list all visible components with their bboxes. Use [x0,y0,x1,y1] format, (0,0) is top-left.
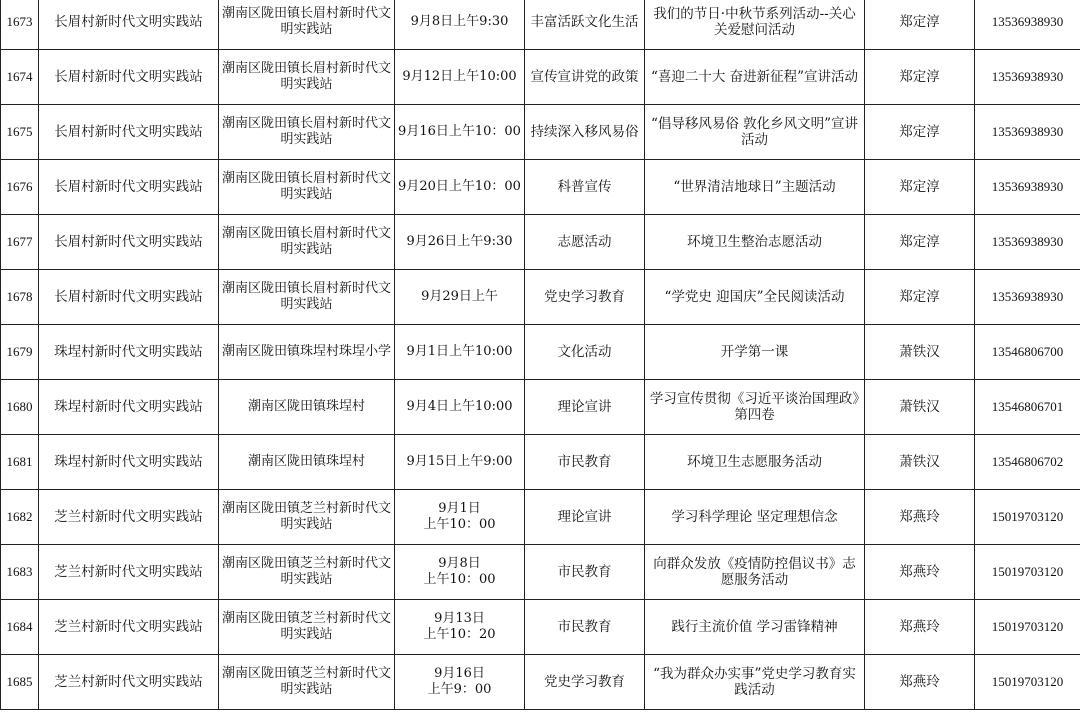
address-cell: 潮南区陇田镇芝兰村新时代文明实践站 [219,490,395,545]
category-cell: 持续深入移风易俗 [525,105,645,160]
address-cell: 潮南区陇田镇长眉村新时代文明实践站 [219,270,395,325]
row-number-cell: 1677 [1,215,39,270]
address-cell: 潮南区陇田镇芝兰村新时代文明实践站 [219,655,395,710]
station-cell: 芝兰村新时代文明实践站 [39,655,219,710]
time-cell: 9月15日上午9:00 [395,435,525,490]
contact-cell: 郑燕玲 [865,655,975,710]
time-cell: 9月26日上午9:30 [395,215,525,270]
category-cell: 市民教育 [525,600,645,655]
phone-cell: 13546806701 [975,380,1080,435]
phone-cell: 15019703120 [975,545,1080,600]
category-cell: 科普宣传 [525,160,645,215]
time-cell: 9月12日上午10:00 [395,50,525,105]
phone-cell: 15019703120 [975,600,1080,655]
activity-cell: 学习科学理论 坚定理想信念 [645,490,865,545]
station-cell: 长眉村新时代文明实践站 [39,270,219,325]
station-cell: 长眉村新时代文明实践站 [39,215,219,270]
time-cell: 9月8日上午9:30 [395,0,525,50]
phone-cell: 13536938930 [975,270,1080,325]
contact-cell: 萧铁汉 [865,380,975,435]
activity-cell: 践行主流价值 学习雷锋精神 [645,600,865,655]
activity-cell: “喜迎二十大 奋进新征程”宣讲活动 [645,50,865,105]
row-number-cell: 1681 [1,435,39,490]
address-cell: 潮南区陇田镇长眉村新时代文明实践站 [219,160,395,215]
activity-cell: 开学第一课 [645,325,865,380]
contact-cell: 郑燕玲 [865,490,975,545]
station-cell: 芝兰村新时代文明实践站 [39,600,219,655]
activity-cell: “我为群众办实事”党史学习教育实践活动 [645,655,865,710]
table-row [1,160,1080,215]
category-cell: 理论宣讲 [525,490,645,545]
address-cell: 潮南区陇田镇长眉村新时代文明实践站 [219,0,395,50]
station-cell: 珠埕村新时代文明实践站 [39,325,219,380]
contact-cell: 郑燕玲 [865,600,975,655]
contact-cell: 郑定淳 [865,160,975,215]
contact-cell: 郑定淳 [865,215,975,270]
table-body [1,0,1080,710]
activity-cell: 我们的节日·中秋节系列活动--关心关爱慰问活动 [645,0,865,50]
category-cell: 党史学习教育 [525,655,645,710]
time-cell: 9月1日 上午10：00 [395,490,525,545]
activity-cell: “世界清洁地球日”主题活动 [645,160,865,215]
station-cell: 芝兰村新时代文明实践站 [39,545,219,600]
address-cell: 潮南区陇田镇珠埕村 [219,435,395,490]
contact-cell: 萧铁汉 [865,435,975,490]
category-cell: 党史学习教育 [525,270,645,325]
station-cell: 珠埕村新时代文明实践站 [39,380,219,435]
time-cell: 9月1日上午10:00 [395,325,525,380]
row-number-cell: 1676 [1,160,39,215]
phone-cell: 13536938930 [975,215,1080,270]
phone-cell: 13536938930 [975,160,1080,215]
station-cell: 长眉村新时代文明实践站 [39,50,219,105]
station-cell: 长眉村新时代文明实践站 [39,160,219,215]
category-cell: 志愿活动 [525,215,645,270]
category-cell: 文化活动 [525,325,645,380]
row-number-cell: 1675 [1,105,39,160]
time-cell: 9月13日 上午10：20 [395,600,525,655]
table-row [1,0,1080,50]
category-cell: 市民教育 [525,435,645,490]
table-row [1,215,1080,270]
row-number-cell: 1680 [1,380,39,435]
row-number-cell: 1678 [1,270,39,325]
row-number-cell: 1682 [1,490,39,545]
category-cell: 丰富活跃文化生活 [525,0,645,50]
contact-cell: 郑定淳 [865,270,975,325]
address-cell: 潮南区陇田镇珠埕村 [219,380,395,435]
address-cell: 潮南区陇田镇长眉村新时代文明实践站 [219,215,395,270]
table-row [1,105,1080,160]
activity-cell: “倡导移风易俗 敦化乡风文明”宣讲活动 [645,105,865,160]
category-cell: 市民教育 [525,545,645,600]
row-number-cell: 1674 [1,50,39,105]
time-cell: 9月4日上午10:00 [395,380,525,435]
phone-cell: 13536938930 [975,50,1080,105]
table-row [1,270,1080,325]
table-row [1,325,1080,380]
table-row [1,435,1080,490]
activity-cell: 学习宣传贯彻《习近平谈治国理政》第四卷 [645,380,865,435]
row-number-cell: 1685 [1,655,39,710]
address-cell: 潮南区陇田镇长眉村新时代文明实践站 [219,50,395,105]
table-row [1,490,1080,545]
contact-cell: 郑定淳 [865,105,975,160]
time-cell: 9月29日上午 [395,270,525,325]
contact-cell: 郑定淳 [865,0,975,50]
contact-cell: 郑燕玲 [865,545,975,600]
activity-cell: 环境卫生志愿服务活动 [645,435,865,490]
station-cell: 芝兰村新时代文明实践站 [39,490,219,545]
time-cell: 9月16日上午10：00 [395,105,525,160]
category-cell: 理论宣讲 [525,380,645,435]
time-cell: 9月16日 上午9：00 [395,655,525,710]
row-number-cell: 1684 [1,600,39,655]
address-cell: 潮南区陇田镇长眉村新时代文明实践站 [219,105,395,160]
phone-cell: 13536938930 [975,0,1080,50]
table-row [1,655,1080,710]
time-cell: 9月20日上午10：00 [395,160,525,215]
station-cell: 珠埕村新时代文明实践站 [39,435,219,490]
phone-cell: 13536938930 [975,105,1080,160]
time-cell: 9月8日 上午10：00 [395,545,525,600]
address-cell: 潮南区陇田镇芝兰村新时代文明实践站 [219,600,395,655]
contact-cell: 萧铁汉 [865,325,975,380]
address-cell: 潮南区陇田镇珠埕村珠埕小学 [219,325,395,380]
row-number-cell: 1683 [1,545,39,600]
phone-cell: 15019703120 [975,490,1080,545]
activity-cell: “学党史 迎国庆”全民阅读活动 [645,270,865,325]
station-cell: 长眉村新时代文明实践站 [39,105,219,160]
phone-cell: 15019703120 [975,655,1080,710]
table-row [1,380,1080,435]
station-cell: 长眉村新时代文明实践站 [39,0,219,50]
activity-cell: 向群众发放《疫情防控倡议书》志愿服务活动 [645,545,865,600]
contact-cell: 郑定淳 [865,50,975,105]
row-number-cell: 1679 [1,325,39,380]
table-row [1,50,1080,105]
activity-cell: 环境卫生整治志愿活动 [645,215,865,270]
row-number-cell: 1673 [1,0,39,50]
phone-cell: 13546806702 [975,435,1080,490]
table-row [1,600,1080,655]
address-cell: 潮南区陇田镇芝兰村新时代文明实践站 [219,545,395,600]
phone-cell: 13546806700 [975,325,1080,380]
table-row [1,545,1080,600]
category-cell: 宣传宣讲党的政策 [525,50,645,105]
